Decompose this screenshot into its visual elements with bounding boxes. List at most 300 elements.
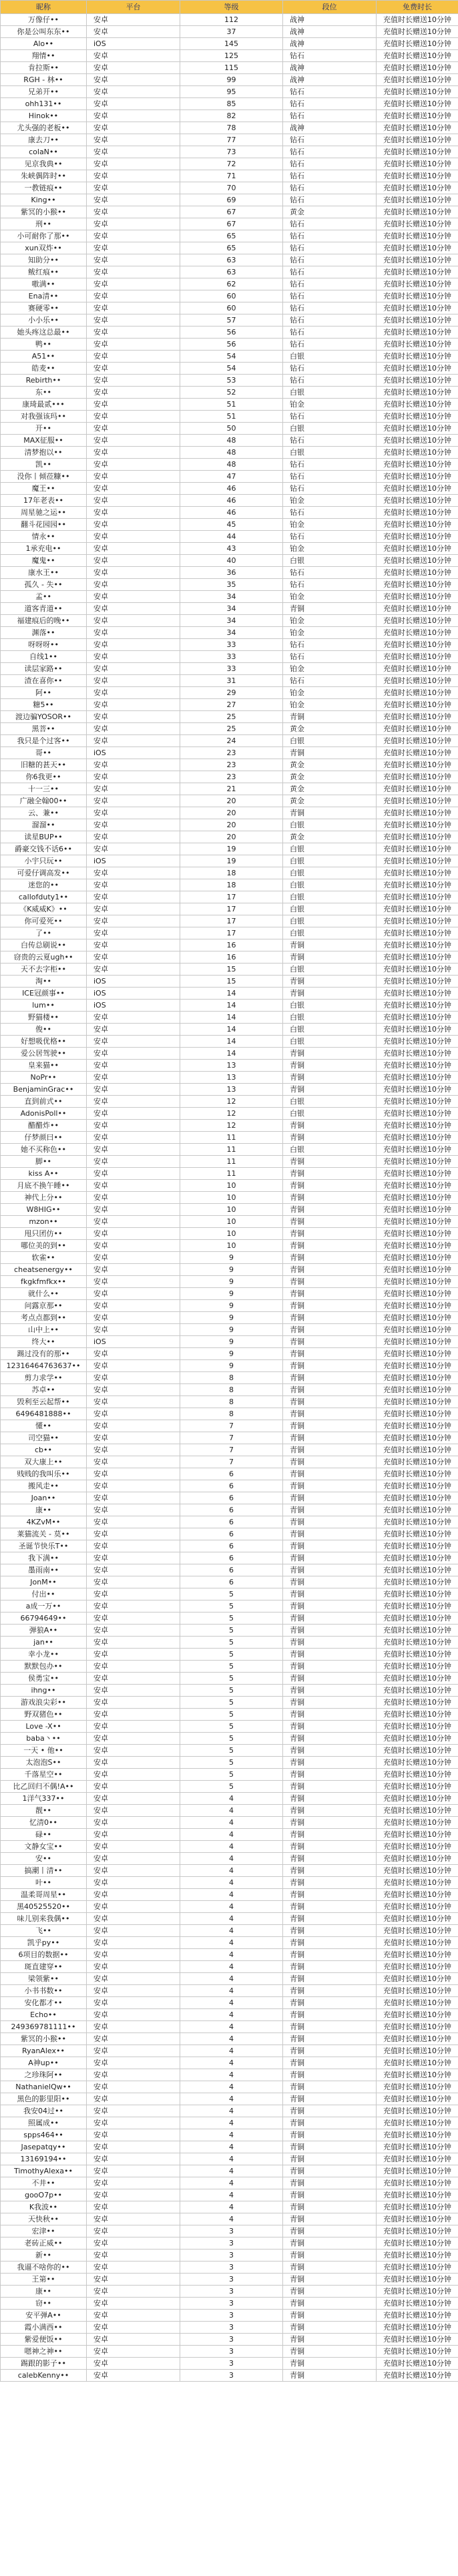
cell-tier: 青铜 <box>283 1709 377 1721</box>
cell-nickname: 圣诞节快乐T•• <box>1 1540 87 1552</box>
cell-tier: 白银 <box>283 1096 377 1108</box>
cell-free-duration: 充值时长赠送10分钟 <box>377 1132 458 1144</box>
cell-tier: 青铜 <box>283 1264 377 1276</box>
cell-platform: 安卓 <box>87 495 180 507</box>
cell-platform: 安卓 <box>87 699 180 711</box>
cell-free-duration: 充值时长赠送10分钟 <box>377 2201 458 2213</box>
cell-nickname: RyanAlex•• <box>1 2045 87 2057</box>
cell-free-duration: 充值时长赠送10分钟 <box>377 254 458 266</box>
table-row <box>1 2105 458 2117</box>
cell-nickname: 小小乐•• <box>1 314 87 327</box>
cell-platform: 安卓 <box>87 1372 180 1384</box>
cell-platform: 安卓 <box>87 579 180 591</box>
cell-nickname: 开•• <box>1 423 87 435</box>
cell-platform: iOS <box>87 38 180 50</box>
table-row <box>1 1072 458 1084</box>
cell-platform: 安卓 <box>87 278 180 290</box>
cell-level: 10 <box>180 1180 283 1192</box>
cell-tier: 青铜 <box>283 2322 377 2334</box>
cell-tier: 白银 <box>283 927 377 939</box>
table-row <box>1 1084 458 1096</box>
table-row <box>1 531 458 543</box>
cell-level: 33 <box>180 663 283 675</box>
cell-nickname: 野双猪色•• <box>1 1709 87 1721</box>
cell-tier: 青铜 <box>283 1384 377 1396</box>
cell-free-duration: 充值时长赠送10分钟 <box>377 1805 458 1817</box>
cell-nickname: NathanielQw•• <box>1 2081 87 2093</box>
cell-nickname: Alo•• <box>1 38 87 50</box>
cell-nickname: 脚•• <box>1 1156 87 1168</box>
cell-nickname: 肯拉斯•• <box>1 62 87 74</box>
cell-level: 27 <box>180 699 283 711</box>
table-row <box>1 1997 458 2009</box>
cell-free-duration: 充值时长赠送10分钟 <box>377 1204 458 1216</box>
cell-free-duration: 充值时长赠送10分钟 <box>377 1853 458 1865</box>
cell-tier: 钻石 <box>283 266 377 278</box>
cell-nickname: 康•• <box>1 1504 87 1516</box>
cell-nickname: 见京我典•• <box>1 158 87 170</box>
cell-free-duration: 充值时长赠送10分钟 <box>377 2286 458 2298</box>
table-row <box>1 1781 458 1793</box>
table-row <box>1 903 458 915</box>
cell-platform: 安卓 <box>87 1697 180 1709</box>
cell-platform: 安卓 <box>87 687 180 699</box>
cell-level: 45 <box>180 519 283 531</box>
cell-platform: 安卓 <box>87 759 180 771</box>
cell-level: 25 <box>180 723 283 735</box>
cell-nickname: 天不去字柜•• <box>1 963 87 976</box>
cell-platform: 安卓 <box>87 651 180 663</box>
cell-nickname: 直到前式•• <box>1 1096 87 1108</box>
cell-nickname: 之珍珠阿•• <box>1 2069 87 2081</box>
cell-free-duration: 充值时长赠送10分钟 <box>377 1637 458 1649</box>
cell-nickname: 魔王•• <box>1 483 87 495</box>
cell-platform: 安卓 <box>87 567 180 579</box>
cell-free-duration: 充值时长赠送10分钟 <box>377 1841 458 1853</box>
table-row <box>1 435 458 447</box>
cell-platform: 安卓 <box>87 1552 180 1564</box>
cell-level: 3 <box>180 2334 283 2346</box>
cell-free-duration: 充值时长赠送10分钟 <box>377 122 458 134</box>
cell-level: 4 <box>180 2201 283 2213</box>
table-row <box>1 1108 458 1120</box>
cell-platform: 安卓 <box>87 2021 180 2033</box>
cell-level: 11 <box>180 1168 283 1180</box>
cell-nickname: 老砖正威•• <box>1 2237 87 2249</box>
cell-platform: 安卓 <box>87 1841 180 1853</box>
cell-tier: 青铜 <box>283 2033 377 2045</box>
cell-platform: 安卓 <box>87 2249 180 2262</box>
cell-platform: 安卓 <box>87 1709 180 1721</box>
cell-level: 7 <box>180 1432 283 1444</box>
cell-level: 63 <box>180 254 283 266</box>
cell-level: 20 <box>180 807 283 819</box>
cell-free-duration: 充值时长赠送10分钟 <box>377 1444 458 1456</box>
cell-tier: 白银 <box>283 555 377 567</box>
cell-nickname: 温柔哥周星•• <box>1 1889 87 1901</box>
cell-free-duration: 充值时长赠送10分钟 <box>377 2370 458 2382</box>
table-row <box>1 507 458 519</box>
cell-free-duration: 充值时长赠送10分钟 <box>377 639 458 651</box>
cell-free-duration: 充值时长赠送10分钟 <box>377 278 458 290</box>
cell-platform: 安卓 <box>87 915 180 927</box>
cell-free-duration: 充值时长赠送10分钟 <box>377 1865 458 1877</box>
cell-level: 125 <box>180 50 283 62</box>
header-free-duration: 免费时长 <box>377 1 458 14</box>
cell-level: 9 <box>180 1264 283 1276</box>
table-row <box>1 2141 458 2153</box>
cell-level: 5 <box>180 1781 283 1793</box>
cell-platform: 安卓 <box>87 903 180 915</box>
cell-platform: 安卓 <box>87 1973 180 1985</box>
cell-level: 6 <box>180 1528 283 1540</box>
cell-free-duration: 充值时长赠送10分钟 <box>377 2249 458 2262</box>
cell-free-duration: 充值时长赠送10分钟 <box>377 675 458 687</box>
cell-tier: 战神 <box>283 122 377 134</box>
cell-tier: 青铜 <box>283 2249 377 2262</box>
cell-free-duration: 充值时长赠送10分钟 <box>377 387 458 399</box>
cell-platform: 安卓 <box>87 110 180 122</box>
cell-free-duration: 充值时长赠送10分钟 <box>377 867 458 879</box>
cell-free-duration: 充值时长赠送10分钟 <box>377 843 458 855</box>
cell-tier: 青铜 <box>283 1588 377 1600</box>
cell-level: 4 <box>180 1877 283 1889</box>
cell-platform: 安卓 <box>87 2189 180 2201</box>
cell-nickname: 墨雨南•• <box>1 1564 87 1576</box>
cell-platform: 安卓 <box>87 1276 180 1288</box>
cell-platform: 安卓 <box>87 723 180 735</box>
cell-nickname: 《K威威K》•• <box>1 903 87 915</box>
cell-tier: 青铜 <box>283 1072 377 1084</box>
cell-nickname: 一天 • 他•• <box>1 1745 87 1757</box>
cell-free-duration: 充值时长赠送10分钟 <box>377 1456 458 1468</box>
cell-platform: 安卓 <box>87 14 180 26</box>
table-row <box>1 2117 458 2129</box>
cell-level: 5 <box>180 1613 283 1625</box>
cell-level: 95 <box>180 86 283 98</box>
cell-level: 112 <box>180 14 283 26</box>
cell-level: 3 <box>180 2310 283 2322</box>
cell-free-duration: 充值时长赠送10分钟 <box>377 1324 458 1336</box>
cell-nickname: 嗯神之神•• <box>1 2346 87 2358</box>
cell-tier: 青铜 <box>283 1288 377 1300</box>
table-row <box>1 699 458 711</box>
cell-nickname: 白传总刷说•• <box>1 939 87 951</box>
cell-free-duration: 充值时长赠送10分钟 <box>377 735 458 747</box>
cell-nickname: 太泡泡S•• <box>1 1757 87 1769</box>
cell-level: 3 <box>180 2322 283 2334</box>
cell-nickname: 糖5•• <box>1 699 87 711</box>
cell-level: 4 <box>180 1793 283 1805</box>
cell-tier: 青铜 <box>283 1697 377 1709</box>
cell-nickname: Rebirth•• <box>1 375 87 387</box>
cell-nickname: 黑色的影里阳•• <box>1 2093 87 2105</box>
cell-nickname: 魔鬼•• <box>1 555 87 567</box>
table-row <box>1 1853 458 1865</box>
cell-platform: 安卓 <box>87 158 180 170</box>
cell-platform: 安卓 <box>87 351 180 363</box>
cell-platform: 安卓 <box>87 963 180 976</box>
cell-level: 4 <box>180 1973 283 1985</box>
cell-platform: 安卓 <box>87 74 180 86</box>
cell-level: 4 <box>180 1829 283 1841</box>
cell-free-duration: 充值时长赠送10分钟 <box>377 1733 458 1745</box>
cell-nickname: cb•• <box>1 1444 87 1456</box>
cell-tier: 青铜 <box>283 1120 377 1132</box>
cell-level: 4 <box>180 1985 283 1997</box>
table-row <box>1 2201 458 2213</box>
cell-level: 72 <box>180 158 283 170</box>
cell-tier: 钻石 <box>283 579 377 591</box>
cell-level: 36 <box>180 567 283 579</box>
cell-free-duration: 充值时长赠送10分钟 <box>377 2346 458 2358</box>
cell-nickname: 剪力求学•• <box>1 1372 87 1384</box>
table-row <box>1 2225 458 2237</box>
cell-platform: 安卓 <box>87 1180 180 1192</box>
cell-level: 4 <box>180 2189 283 2201</box>
table-row <box>1 2021 458 2033</box>
cell-level: 5 <box>180 1685 283 1697</box>
table-row <box>1 831 458 843</box>
cell-level: 4 <box>180 2057 283 2069</box>
table-row <box>1 1769 458 1781</box>
cell-nickname: 刑•• <box>1 218 87 230</box>
cell-nickname: 山中上•• <box>1 1324 87 1336</box>
cell-free-duration: 充值时长赠送10分钟 <box>377 1709 458 1721</box>
cell-platform: 安卓 <box>87 519 180 531</box>
cell-platform: 安卓 <box>87 2346 180 2358</box>
cell-free-duration: 充值时长赠送10分钟 <box>377 1576 458 1588</box>
table-row <box>1 1613 458 1625</box>
cell-nickname: A神up•• <box>1 2057 87 2069</box>
cell-tier: 青铜 <box>283 2093 377 2105</box>
cell-nickname: 新•• <box>1 2249 87 2262</box>
cell-free-duration: 充值时长赠送10分钟 <box>377 459 458 471</box>
cell-free-duration: 充值时长赠送10分钟 <box>377 2069 458 2081</box>
cell-platform: 安卓 <box>87 423 180 435</box>
cell-level: 60 <box>180 302 283 314</box>
cell-tier: 青铜 <box>283 1793 377 1805</box>
cell-nickname: calebKenny•• <box>1 2370 87 2382</box>
cell-tier: 黄金 <box>283 783 377 795</box>
table-row <box>1 543 458 555</box>
cell-level: 48 <box>180 459 283 471</box>
cell-free-duration: 充值时长赠送10分钟 <box>377 1973 458 1985</box>
cell-level: 4 <box>180 2033 283 2045</box>
cell-nickname: 6496481888•• <box>1 1408 87 1420</box>
cell-free-duration: 充值时长赠送10分钟 <box>377 1588 458 1600</box>
cell-level: 29 <box>180 687 283 699</box>
cell-platform: 安卓 <box>87 1240 180 1252</box>
cell-nickname: 赛硬零•• <box>1 302 87 314</box>
cell-free-duration: 充值时长赠送10分钟 <box>377 759 458 771</box>
table-row <box>1 1793 458 1805</box>
cell-nickname: 鸭•• <box>1 339 87 351</box>
cell-platform: 安卓 <box>87 447 180 459</box>
cell-level: 12 <box>180 1120 283 1132</box>
cell-tier: 白银 <box>283 1012 377 1024</box>
cell-free-duration: 充值时长赠送10分钟 <box>377 2105 458 2117</box>
table-row <box>1 783 458 795</box>
cell-platform: 安卓 <box>87 290 180 302</box>
cell-level: 4 <box>180 2129 283 2141</box>
cell-platform: 安卓 <box>87 2298 180 2310</box>
table-row <box>1 603 458 615</box>
cell-nickname: 付出•• <box>1 1588 87 1600</box>
cell-free-duration: 充值时长赠送10分钟 <box>377 86 458 98</box>
cell-free-duration: 充值时长赠送10分钟 <box>377 1661 458 1673</box>
cell-tier: 青铜 <box>283 747 377 759</box>
table-row <box>1 290 458 302</box>
table-row <box>1 1721 458 1733</box>
cell-platform: 安卓 <box>87 1324 180 1336</box>
cell-nickname: cheatsenergy•• <box>1 1264 87 1276</box>
cell-nickname: 搞潮丨清•• <box>1 1865 87 1877</box>
cell-tier: 青铜 <box>283 1492 377 1504</box>
cell-platform: 安卓 <box>87 1829 180 1841</box>
cell-tier: 青铜 <box>283 2274 377 2286</box>
cell-free-duration: 充值时长赠送10分钟 <box>377 2021 458 2033</box>
cell-free-duration: 充值时长赠送10分钟 <box>377 290 458 302</box>
cell-free-duration: 充值时长赠送10分钟 <box>377 2322 458 2334</box>
cell-tier: 铂金 <box>283 495 377 507</box>
table-row <box>1 1168 458 1180</box>
cell-tier: 青铜 <box>283 603 377 615</box>
cell-tier: 铂金 <box>283 615 377 627</box>
table-row <box>1 182 458 194</box>
cell-level: 19 <box>180 855 283 867</box>
table-row <box>1 2057 458 2069</box>
cell-level: 67 <box>180 218 283 230</box>
table-row <box>1 158 458 170</box>
cell-tier: 青铜 <box>283 1685 377 1697</box>
table-row <box>1 1949 458 1961</box>
cell-tier: 白银 <box>283 1000 377 1012</box>
table-row <box>1 651 458 663</box>
table-row <box>1 206 458 218</box>
header-tier: 段位 <box>283 1 377 14</box>
table-row <box>1 1204 458 1216</box>
cell-platform: 安卓 <box>87 2262 180 2274</box>
cell-free-duration: 充值时长赠送10分钟 <box>377 1012 458 1024</box>
cell-platform: 安卓 <box>87 2225 180 2237</box>
table-row <box>1 2213 458 2225</box>
cell-platform: 安卓 <box>87 1204 180 1216</box>
cell-platform: 安卓 <box>87 1528 180 1540</box>
table-row <box>1 1300 458 1312</box>
cell-level: 54 <box>180 351 283 363</box>
cell-tier: 青铜 <box>283 2189 377 2201</box>
table-row <box>1 242 458 254</box>
cell-tier: 钻石 <box>283 531 377 543</box>
cell-free-duration: 充值时长赠送10分钟 <box>377 2117 458 2129</box>
cell-tier: 青铜 <box>283 2081 377 2093</box>
cell-free-duration: 充值时长赠送10分钟 <box>377 1240 458 1252</box>
cell-nickname: 游戏浪尖彩•• <box>1 1697 87 1709</box>
cell-free-duration: 充值时长赠送10分钟 <box>377 951 458 963</box>
cell-free-duration: 充值时长赠送10分钟 <box>377 1420 458 1432</box>
cell-platform: 安卓 <box>87 1432 180 1444</box>
table-row <box>1 363 458 375</box>
table-row <box>1 134 458 146</box>
cell-level: 5 <box>180 1757 283 1769</box>
table-row <box>1 988 458 1000</box>
table-row <box>1 2310 458 2322</box>
cell-free-duration: 充值时长赠送10分钟 <box>377 771 458 783</box>
table-row <box>1 1276 458 1288</box>
table-row <box>1 2274 458 2286</box>
cell-free-duration: 充值时长赠送10分钟 <box>377 2009 458 2021</box>
cell-level: 63 <box>180 266 283 278</box>
cell-free-duration: 充值时长赠送10分钟 <box>377 1913 458 1925</box>
cell-platform: 安卓 <box>87 2129 180 2141</box>
table-row <box>1 1036 458 1048</box>
cell-free-duration: 充值时长赠送10分钟 <box>377 988 458 1000</box>
cell-free-duration: 充值时长赠送10分钟 <box>377 1228 458 1240</box>
cell-nickname: 迷您的•• <box>1 879 87 891</box>
cell-platform: 安卓 <box>87 2274 180 2286</box>
cell-tier: 青铜 <box>283 2262 377 2274</box>
cell-platform: 安卓 <box>87 2153 180 2165</box>
cell-platform: 安卓 <box>87 302 180 314</box>
table-row <box>1 1492 458 1504</box>
cell-level: 34 <box>180 603 283 615</box>
cell-platform: 安卓 <box>87 627 180 639</box>
cell-level: 4 <box>180 1853 283 1865</box>
cell-nickname: 小书书数•• <box>1 1985 87 1997</box>
table-row <box>1 1504 458 1516</box>
cell-free-duration: 充值时长赠送10分钟 <box>377 1096 458 1108</box>
cell-tier: 钻石 <box>283 459 377 471</box>
table-row <box>1 1000 458 1012</box>
cell-platform: 安卓 <box>87 134 180 146</box>
cell-platform: 安卓 <box>87 206 180 218</box>
cell-nickname: 紫冥的小猴•• <box>1 206 87 218</box>
cell-tier: 青铜 <box>283 2045 377 2057</box>
table-row <box>1 627 458 639</box>
cell-nickname: 我下满•• <box>1 1552 87 1564</box>
cell-free-duration: 充值时长赠送10分钟 <box>377 2225 458 2237</box>
cell-platform: 安卓 <box>87 1793 180 1805</box>
cell-platform: 安卓 <box>87 182 180 194</box>
table-row <box>1 1637 458 1649</box>
table-row <box>1 1877 458 1889</box>
cell-level: 4 <box>180 1817 283 1829</box>
cell-tier: 钻石 <box>283 639 377 651</box>
cell-free-duration: 充值时长赠送10分钟 <box>377 1697 458 1709</box>
cell-level: 69 <box>180 194 283 206</box>
cell-level: 8 <box>180 1408 283 1420</box>
cell-tier: 青铜 <box>283 1132 377 1144</box>
cell-platform: 安卓 <box>87 2358 180 2370</box>
cell-tier: 青铜 <box>283 1865 377 1877</box>
table-row <box>1 2286 458 2298</box>
cell-level: 43 <box>180 543 283 555</box>
cell-platform: 安卓 <box>87 2117 180 2129</box>
cell-free-duration: 充值时长赠送10分钟 <box>377 1192 458 1204</box>
cell-level: 3 <box>180 2249 283 2262</box>
table-row <box>1 1180 458 1192</box>
cell-nickname: MAX征服•• <box>1 435 87 447</box>
cell-free-duration: 充值时长赠送10分钟 <box>377 1024 458 1036</box>
cell-free-duration: 充值时长赠送10分钟 <box>377 1997 458 2009</box>
cell-free-duration: 充值时长赠送10分钟 <box>377 375 458 387</box>
cell-tier: 青铜 <box>283 2310 377 2322</box>
cell-nickname: 考点点都到•• <box>1 1312 87 1324</box>
cell-platform: 安卓 <box>87 399 180 411</box>
cell-tier: 钻石 <box>283 363 377 375</box>
cell-tier: 铂金 <box>283 399 377 411</box>
